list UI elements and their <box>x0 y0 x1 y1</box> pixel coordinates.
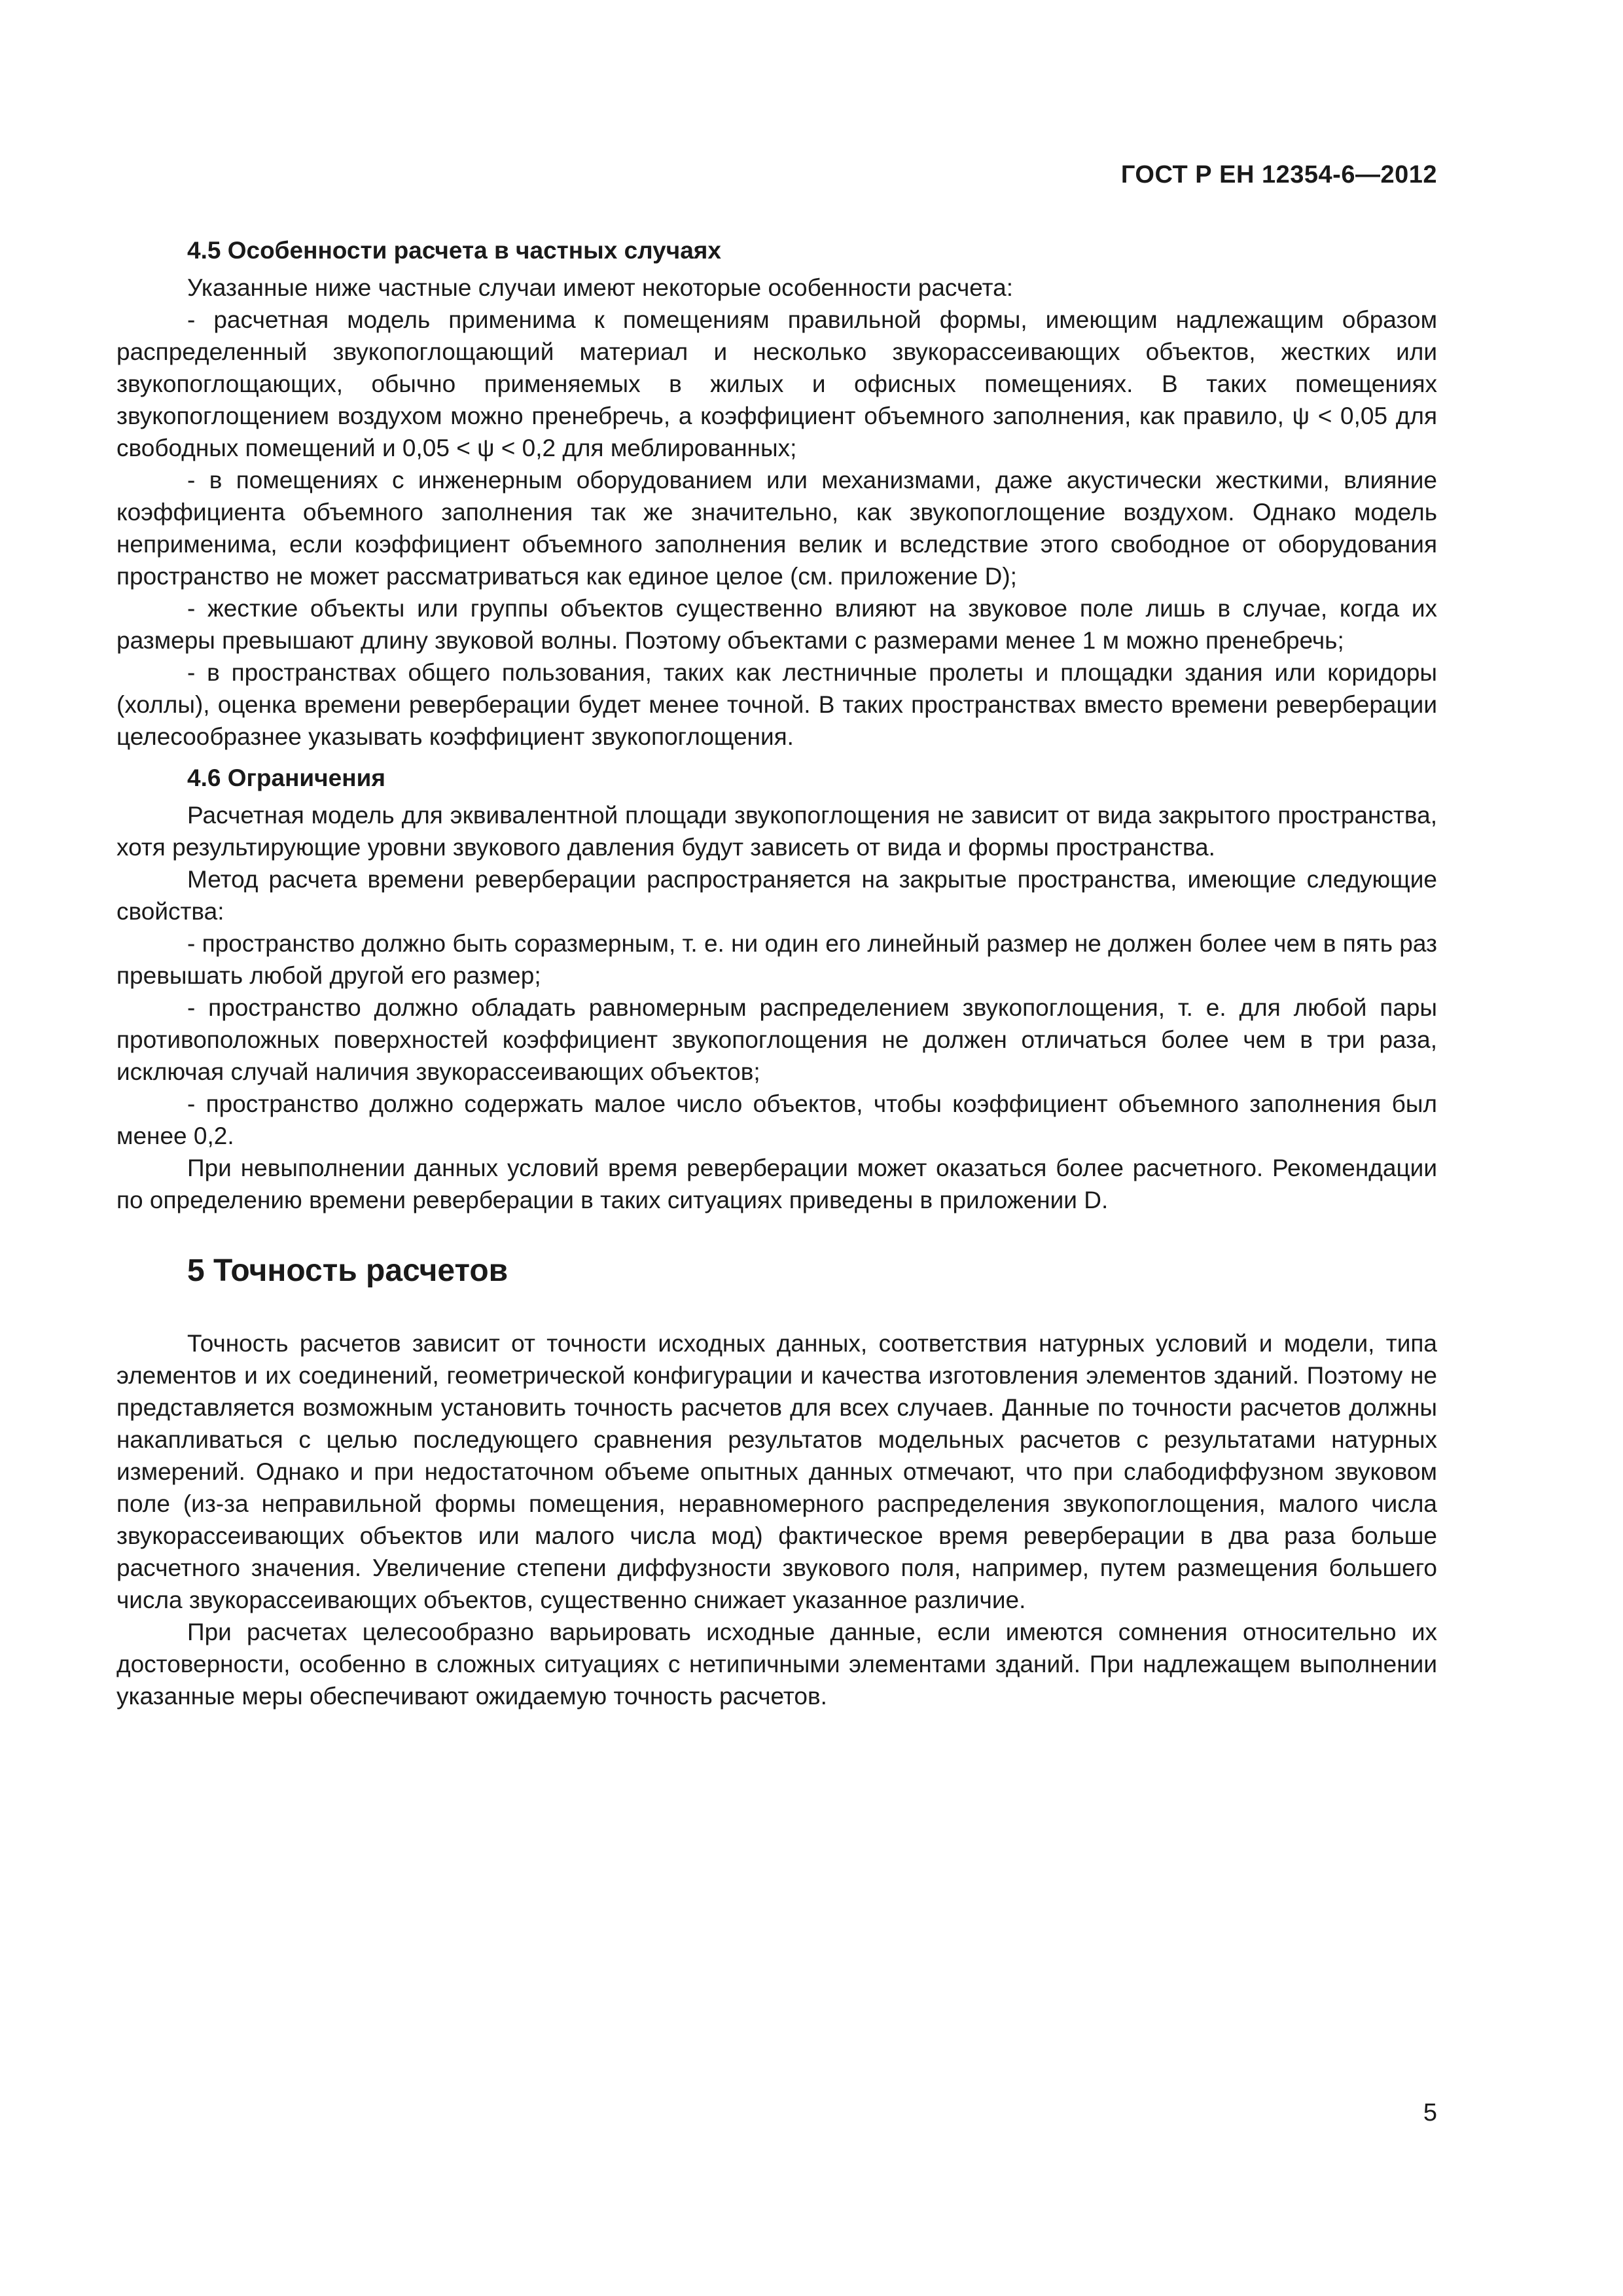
section-4-6-paragraph: Расчетная модель для эквивалентной площади звукопоглощения не зависит от вида закрытого пространства, хотя результирующие уровни звукового давления будут зависеть от вида и формы пространства. <box>116 802 1437 861</box>
section-4-6-paragraph: При невыполнении данных условий время реверберации может оказаться более расчетного. Рекомендации по определению времени реверберации в таких ситуациях приведены в приложении D. <box>116 1155 1437 1213</box>
document-code: ГОСТ Р ЕН 12354-6—2012 <box>1120 161 1437 188</box>
list-item: - пространство должно быть соразмерным, т. е. ни один его линейный размер не должен более чем в пять раз превышать любой другой его размер; <box>116 930 1437 989</box>
section-4-5-title: 4.5 Особенности расчета в частных случаях <box>187 237 721 264</box>
list-item: - пространство должно обладать равномерным распределением звукопоглощения, т. е. для любой пары противоположных поверхностей коэффициент звукопоглощения не должен отличаться более чем в три раза, исключая случай наличия звукорассеивающих объектов; <box>116 994 1437 1085</box>
section-4-5-intro: Указанные ниже частные случаи имеют некоторые особенности расчета: <box>187 274 1014 301</box>
list-item: - в пространствах общего пользования, таких как лестничные пролеты и площадки здания или коридоры (холлы), оценка времени реверберации будет менее точной. В таких пространствах вместо времени реверберации целесообразнее указывать коэффициент звукопоглощения. <box>116 659 1437 750</box>
page-number: 5 <box>1423 2099 1437 2126</box>
section-5-paragraph: Точность расчетов зависит от точности исходных данных, соответствия натурных условий и модели, типа элементов и их соединений, геометрической конфигурации и качества изготовления элементов зданий. Поэтому не представляется возможным установить точность расчетов для всех случаев. Данные по точности расчетов должны накапливаться с целью последующего сравнения результатов модельных расчетов с результатами натурных измерений. Однако и при недостаточном объеме опытных данных отмечают, что при слабодиффузном звуковом поле (из-за неправильной формы помещения, неравномерного распределения звукопоглощения, малого числа звукорассеивающих объектов или малого числа мод) фактическое время реверберации в два раза больше расчетного значения. Увеличение степени диффузности звукового поля, например, путем размещения большего числа звукорассеивающих объектов, существенно снижает указанное различие. <box>116 1330 1437 1613</box>
list-item: - жесткие объекты или группы объектов существенно влияют на звуковое поле лишь в случае, когда их размеры превышают длину звуковой волны. Поэтому объектами с размерами менее 1 м можно пренебречь; <box>116 595 1437 654</box>
section-5-paragraph: При расчетах целесообразно варьировать исходные данные, если имеются сомнения относительно их достоверности, особенно в сложных ситуациях с нетипичными элементами зданий. При надлежащем выполнении указанные меры обеспечивают ожидаемую точность расчетов. <box>116 1619 1437 1710</box>
list-item: - в помещениях с инженерным оборудованием или механизмами, даже акустически жесткими, влияние коэффициента объемного заполнения так же значительно, как звукопоглощение воздухом. Однако модель неприменима, если коэффициент объемного заполнения велик и вследствие этого свободное от оборудования пространство не может рассматриваться как единое целое (см. приложение D); <box>116 467 1437 590</box>
section-5-title: 5 Точность расчетов <box>187 1253 508 1288</box>
section-4-6-paragraph: Метод расчета времени реверберации распространяется на закрытые пространства, имеющие следующие свойства: <box>116 866 1437 925</box>
list-item: - расчетная модель применима к помещениям правильной формы, имеющим надлежащим образом распределенный звукопоглощающий материал и несколько звукорассеивающих объектов, жестких или звукопоглощающих, обычно применяемых в жилых и офисных помещениях. В таких помещениях звукопоглощением воздухом можно пренебречь, а коэффициент объемного заполнения, как правило, ψ < 0,05 для свободных помещений и 0,05 < ψ < 0,2 для меблированных; <box>116 306 1437 461</box>
section-4-6-title: 4.6 Ограничения <box>187 764 385 791</box>
page-content <box>116 234 1437 1712</box>
list-item: - пространство должно содержать малое число объектов, чтобы коэффициент объемного заполнения был менее 0,2. <box>116 1090 1437 1149</box>
